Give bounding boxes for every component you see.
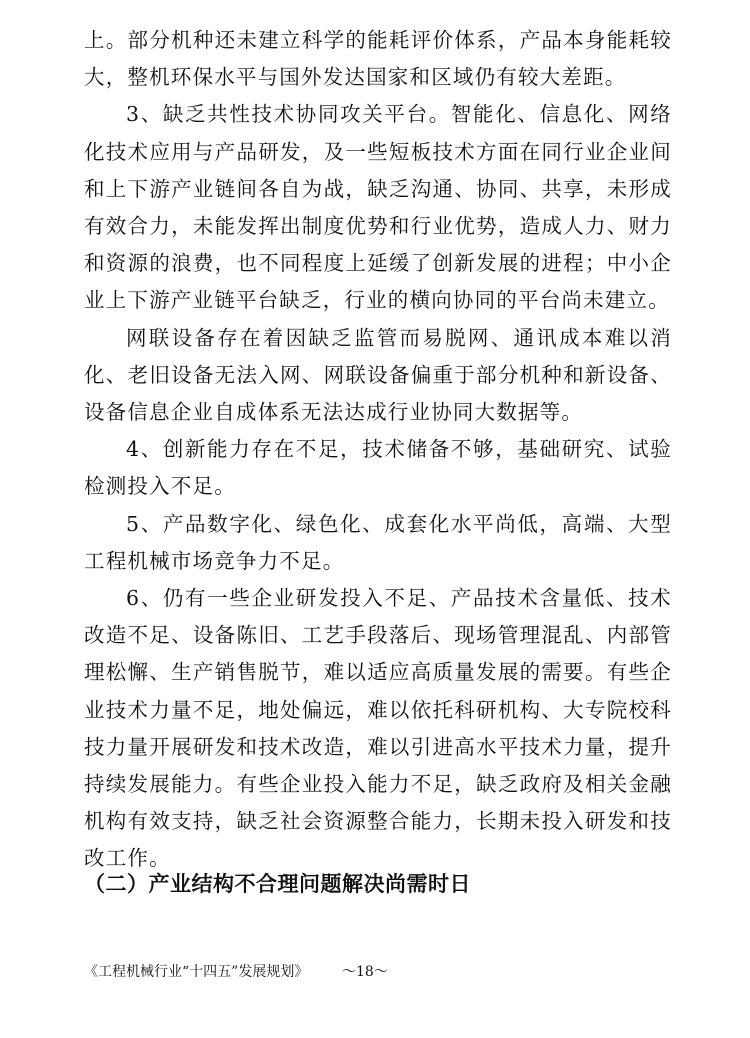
page-footer <box>84 960 672 984</box>
document-body <box>84 22 672 878</box>
paragraph-point-3: 3、缺乏共性技术协同攻关平台。智能化、信息化、网络化技术应用与产品研发，及一些短板技术方面在同行业企业间和上下游产业链间各自为战，缺乏沟通、协同、共享，未形成有效合力，未能发挥出制度优势和行业优势，造成人力、财力和资源的浪费，也不同程度上延缓了创新发展的进程；中小企业上下游产业链平台缺乏，行业的横向协同的平台尚未建立。 <box>84 102 672 313</box>
paragraph-point-5: 5、产品数字化、绿色化、成套化水平尚低，高端、大型工程机械市场竞争力不足。 <box>84 511 672 573</box>
page-number: ～18～ <box>342 964 388 980</box>
paragraph-point-4: 4、创新能力存在不足，技术储备不够，基础研究、试验检测投入不足。 <box>84 437 672 499</box>
section-heading: （二）产业结构不合理问题解决尚需时日 <box>84 872 471 896</box>
paragraph-point-6: 6、仍有一些企业研发投入不足、产品技术含量低、技术改造不足、设备陈旧、工艺手段落后、现场管理混乱、内部管理松懈、生产销售脱节，难以适应高质量发展的需要。有些企业技术力量不足，地处偏远，难以依托科研机构、大专院校科技力量开展研发和技术改造，难以引进高水平技术力量，提升持续发展能力。有些企业投入能力不足，缺乏政府及相关金融机构有效支持，缺乏社会资源整合能力，长期未投入研发和技改工作。 <box>84 586 672 871</box>
paragraph-energy-continuation: 上。部分机种还未建立科学的能耗评价体系，产品本身能耗较大，整机环保水平与国外发达国家和区域仍有较大差距。 <box>84 28 672 90</box>
footer-document-title: 《工程机械行业“十四五”发展规划》 <box>84 964 309 980</box>
paragraph-networked-equipment: 网联设备存在着因缺乏监管而易脱网、通讯成本难以消化、老旧设备无法入网、网联设备偏重于部分机种和新设备、设备信息企业自成体系无法达成行业协同大数据等。 <box>84 325 672 425</box>
